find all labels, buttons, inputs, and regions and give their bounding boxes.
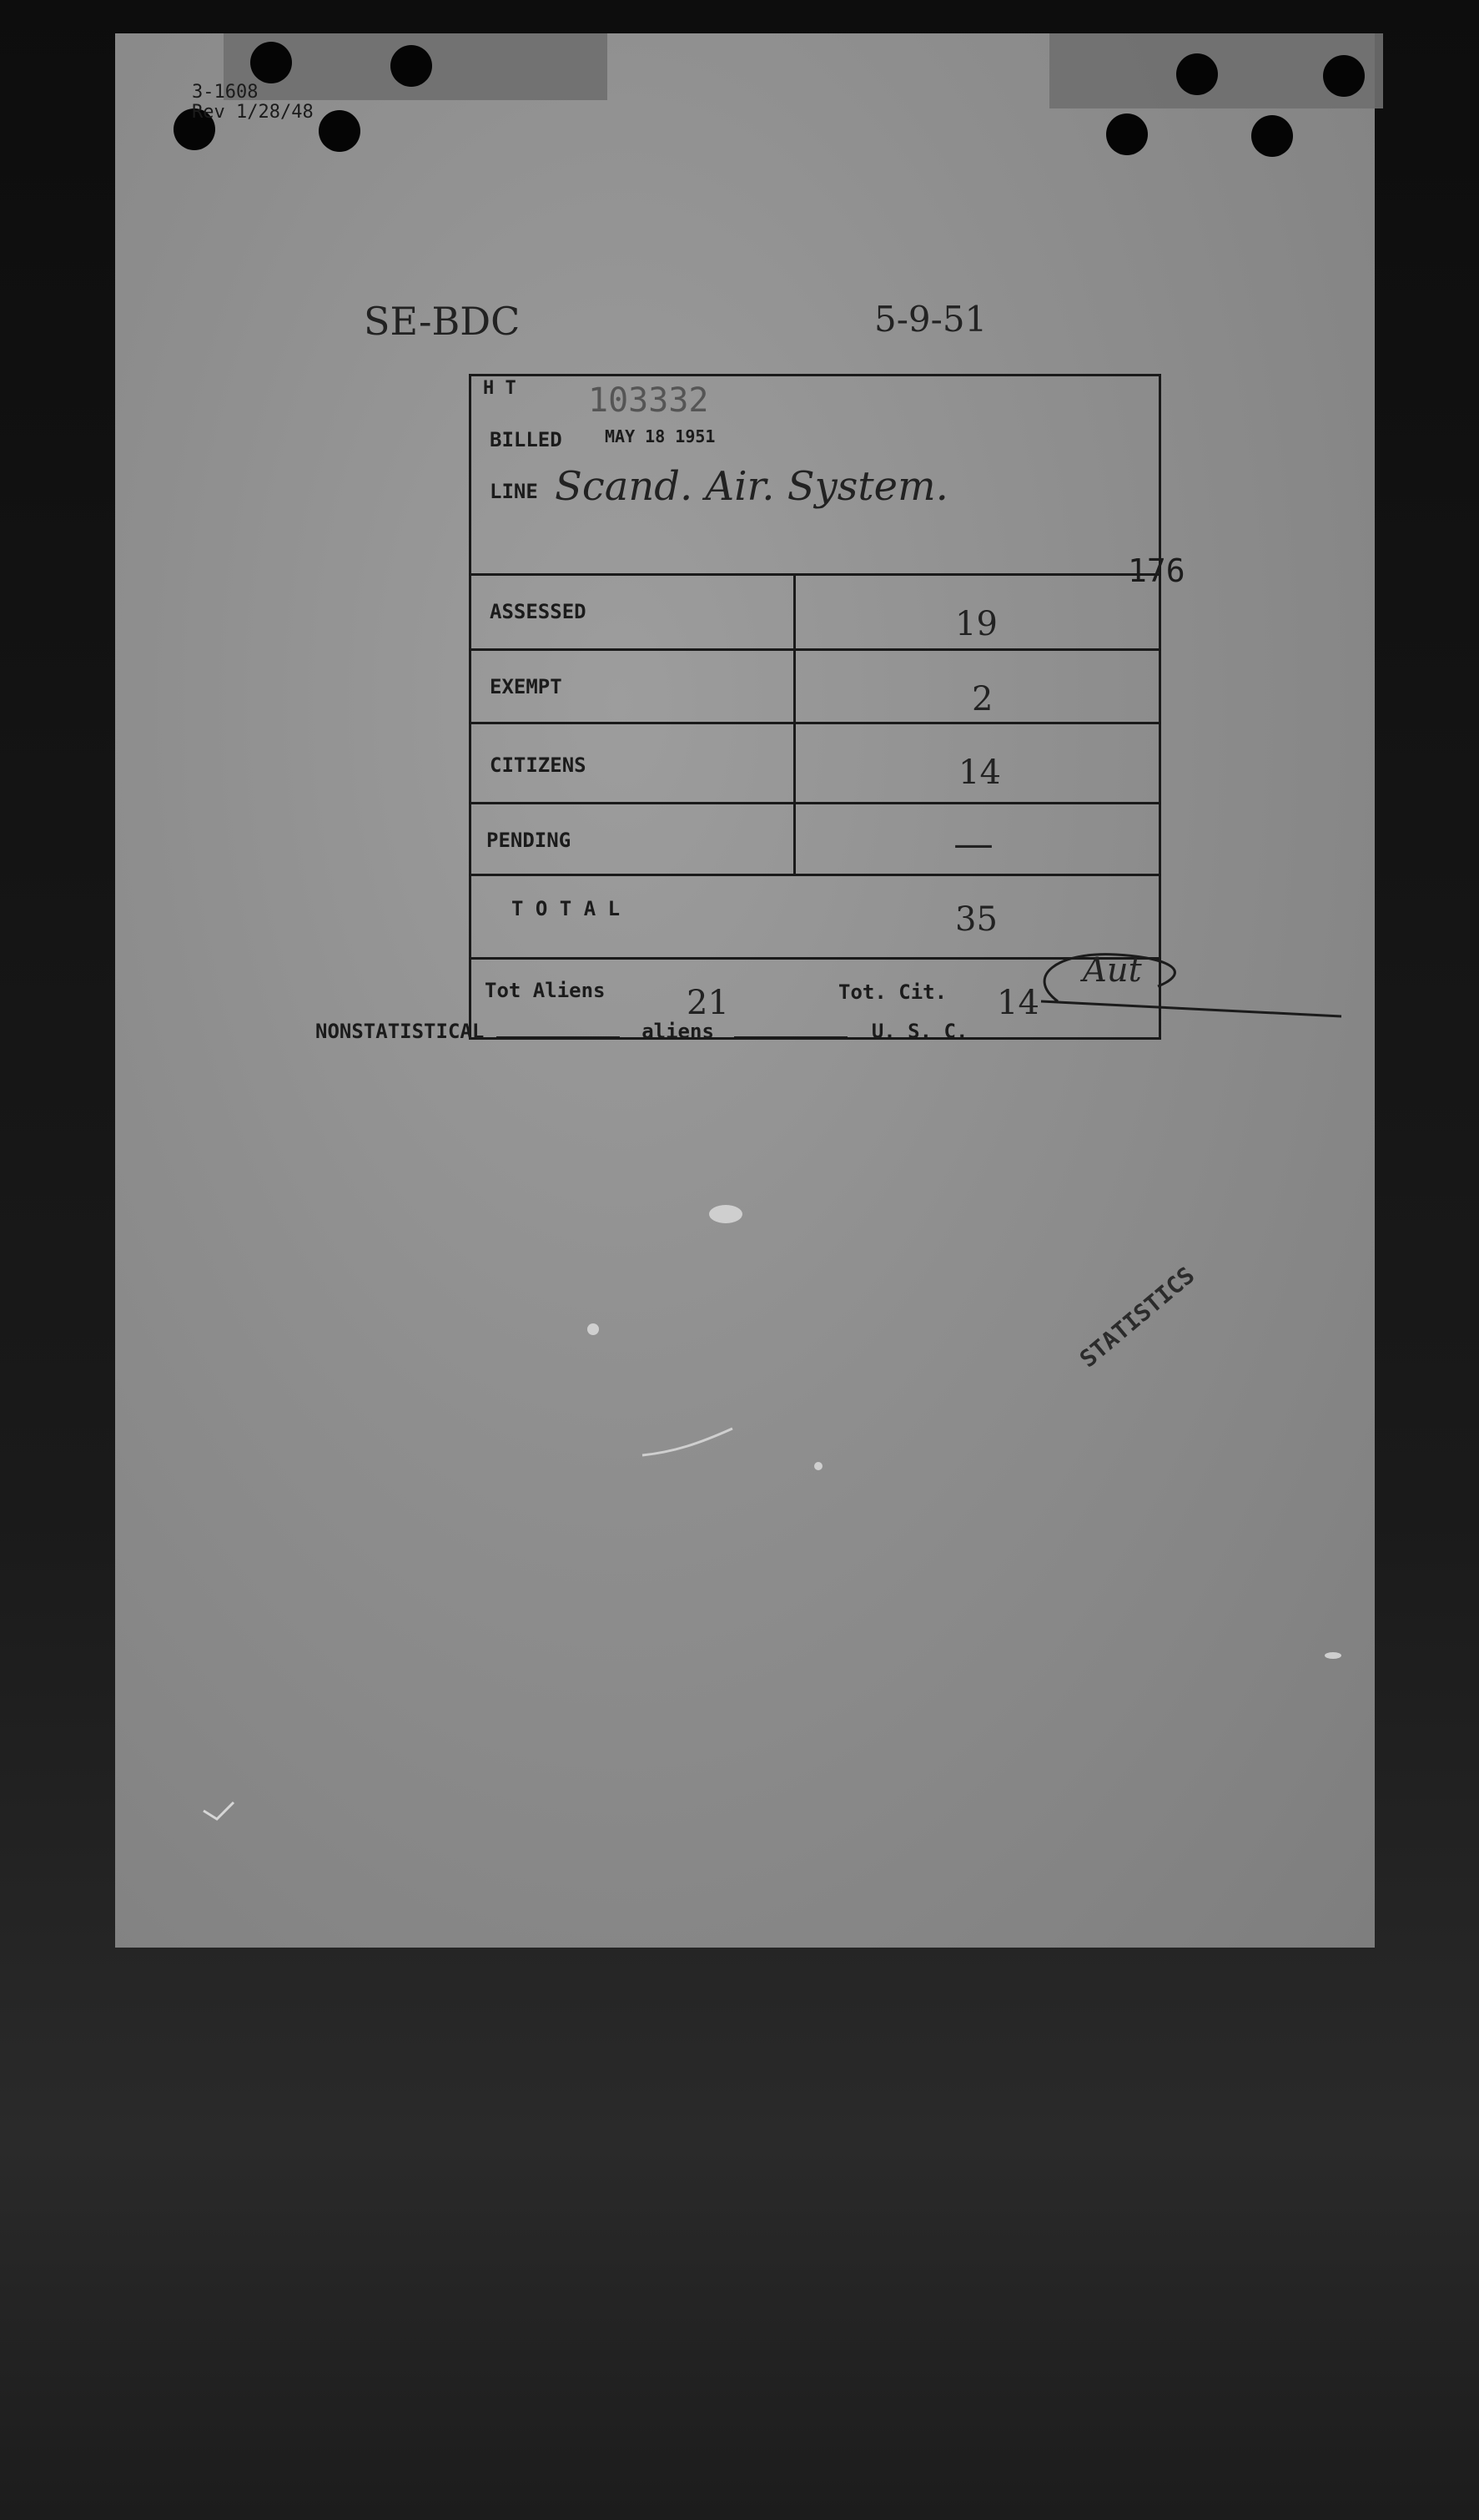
paper-speck — [587, 1323, 599, 1335]
total-value: 35 — [955, 900, 998, 939]
statistics-stamp: STATISTICS — [1074, 1261, 1200, 1373]
divider — [471, 648, 1159, 651]
assessed-value: 19 — [955, 605, 998, 643]
punch-hole — [390, 45, 432, 87]
divider — [471, 722, 1159, 724]
paper-speck — [1325, 1652, 1341, 1659]
ht-label: H T — [483, 378, 516, 399]
signature-loop — [1008, 943, 1358, 1018]
citizens-value: 14 — [958, 753, 1001, 792]
punch-hole — [1106, 113, 1148, 155]
exempt-label: EXEMPT — [490, 675, 562, 698]
document-sheet — [115, 33, 1375, 1948]
nonstatistical-blank — [496, 1036, 620, 1038]
assessed-label: ASSESSED — [490, 600, 586, 623]
punch-hole — [1176, 53, 1218, 95]
line-value: Scand. Air. System. — [555, 463, 948, 510]
pending-value: — — [953, 820, 994, 867]
aliens-label: aliens — [641, 1020, 714, 1043]
ht-number: 103332 — [588, 381, 709, 420]
divider — [471, 573, 1159, 576]
nonstatistical-line — [315, 1020, 968, 1043]
side-number: 176 — [1128, 552, 1185, 589]
tot-cit-value: 14 — [997, 984, 1039, 1022]
header-code: SE-BDC — [364, 299, 521, 344]
paper-speck — [709, 1205, 742, 1223]
divider — [471, 874, 1159, 876]
punch-hole — [1323, 55, 1365, 97]
punch-hole — [1251, 115, 1293, 157]
initials-signature: Aut — [1083, 951, 1142, 990]
tot-aliens-value: 21 — [687, 984, 729, 1022]
billed-date-stamp: MAY 18 1951 — [605, 426, 716, 446]
paper-scratch — [200, 1777, 267, 1827]
aliens-blank — [734, 1036, 848, 1038]
punch-hole — [250, 42, 292, 83]
form-revision: Rev 1/28/48 — [192, 102, 314, 123]
nonstatistical-label: NONSTATISTICAL — [315, 1020, 485, 1043]
usc-label: U. S. C. — [871, 1020, 968, 1043]
tot-aliens-label: Tot Aliens — [485, 979, 606, 1002]
paper-speck — [814, 1462, 823, 1470]
header-date: 5-9-51 — [874, 299, 988, 340]
billing-form — [469, 374, 1161, 1040]
line-label: LINE — [490, 480, 538, 503]
paper-scratch — [641, 1427, 741, 1460]
citizens-label: CITIZENS — [490, 753, 586, 777]
divider — [471, 802, 1159, 804]
exempt-value: 2 — [972, 680, 994, 718]
punch-hole — [319, 110, 360, 152]
tot-cit-label: Tot. Cit. — [838, 980, 948, 1004]
pending-label: PENDING — [486, 829, 571, 852]
billed-label: BILLED — [490, 428, 562, 451]
total-label: T O T A L — [511, 897, 621, 920]
form-number: 3-1608 — [192, 82, 259, 103]
